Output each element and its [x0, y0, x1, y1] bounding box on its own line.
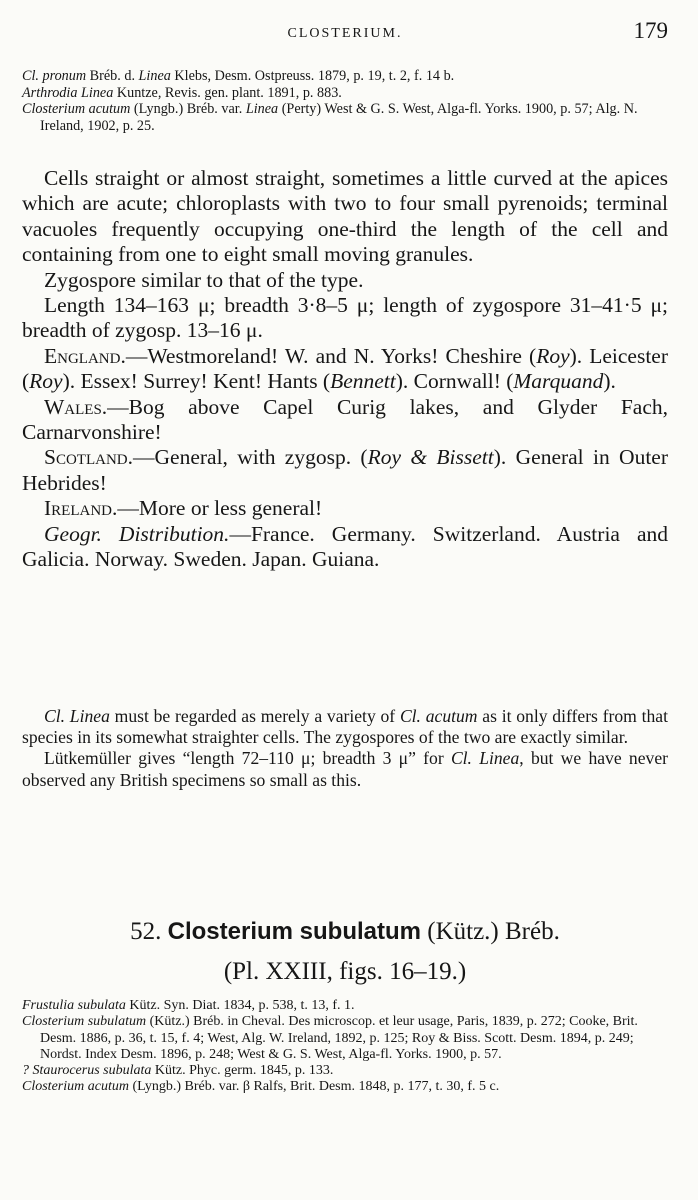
species-authority: (Kütz.) Bréb. — [427, 918, 560, 945]
distribution-scotland: Scotland.—General, with zygosp. (Roy & Bissett). General in Outer Hebrides! — [22, 445, 669, 495]
page-number: 179 — [633, 18, 668, 43]
distribution-wales: Wales.—Bog above Capel Curig lakes, and Glyder Fach, Carnarvonshire! — [22, 394, 668, 445]
remark-paragraph: Cl. Linea must be regarded as merely a variety of Cl. acutum as it only differs from that species in its somewhat straighter cells. The zygospores of the two are exactly similar. — [22, 706, 669, 748]
reference-entry: Cl. pronum Bréb. d. Linea Klebs, Desm. Ostpreuss. 1879, p. 19, t. 2, f. 14 b. — [22, 68, 455, 84]
zygospore-paragraph: Zygospore similar to that of the type. — [44, 267, 364, 292]
reference-entry: Arthrodia Linea Kuntze, Revis. gen. plant. 1891, p. 883. — [22, 84, 342, 101]
reference-entry: Closterium acutum (Lyngb.) Bréb. var. Linea (Perty) West & G. S. West, Alga-fl. Yorks. 1900, p. 57; Alg. N. Ireland, 1902, p. 25. — [22, 101, 638, 134]
reference-entry: ? Staurocerus subulata Kütz. Phyc. germ. 1845, p. 133. — [22, 1063, 334, 1079]
distribution-england: England.—Westmoreland! W. and N. Yorks! Cheshire (Roy). Leicester (Roy). Essex! Surrey! Kent! Hants (Bennett). Cornwall! (Marquand). — [22, 343, 669, 394]
species-name: Closterium subulatum — [167, 918, 421, 945]
remarks — [22, 706, 668, 791]
reference-entry: Closterium subulatum (Kütz.) Bréb. in Cheval. Des microscop. et leur usage, Paris, 1839, p. 272; Cooke, Brit. Desm. 1886, p. 36, t. 15, f. 4; West, Alg. W. Ireland, 1892, p. 125; Roy & Biss. Scott. Desm. 1894, p. 249; Nordst. Index Desm. 1896, p. 248; West & G. S. West, Alga-fl. Yorks. 1900, p. 57. — [22, 1014, 638, 1062]
measurements-paragraph: Length 134–163 μ; breadth 3·8–5 μ; length of zygospore 31–41·5 μ; breadth of zygosp. 13–16 μ. — [22, 293, 668, 343]
remark-paragraph: Lütkemüller gives “length 72–110 μ; breadth 3 μ” for Cl. Linea, but we have never observed any British specimens so small as this. — [22, 748, 668, 790]
geographical-distribution: Geogr. Distribution.—France. Germany. Switzerland. Austria and Galicia. Norway. Sweden. Japan. Guiana. — [22, 521, 668, 572]
page-header — [22, 18, 668, 48]
synonymy-list-bottom — [22, 998, 668, 1096]
species-description — [22, 166, 668, 573]
reference-entry: Frustulia subulata Kütz. Syn. Diat. 1834, p. 538, t. 13, f. 1. — [22, 998, 355, 1013]
synonymy-list-top — [22, 68, 668, 134]
reference-entry: Closterium acutum (Lyngb.) Bréb. var. β Ralfs, Brit. Desm. 1848, p. 177, t. 30, f. 5 c. — [22, 1079, 500, 1095]
species-number: 52. — [130, 918, 162, 945]
running-head: CLOSTERIUM. — [287, 26, 403, 41]
species-heading — [22, 918, 668, 946]
plate-reference: (Pl. XXIII, figs. 16–19.) — [223, 958, 467, 985]
distribution-ireland: Ireland.—More or less general! — [44, 496, 323, 521]
description-paragraph: Cells straight or almost straight, sometimes a little curved at the apices which are acute; chloroplasts with two to four small pyrenoids; terminal vacuoles frequently occupying one-third the length of the cell and containing from one to eight small moving granules. — [22, 166, 668, 267]
